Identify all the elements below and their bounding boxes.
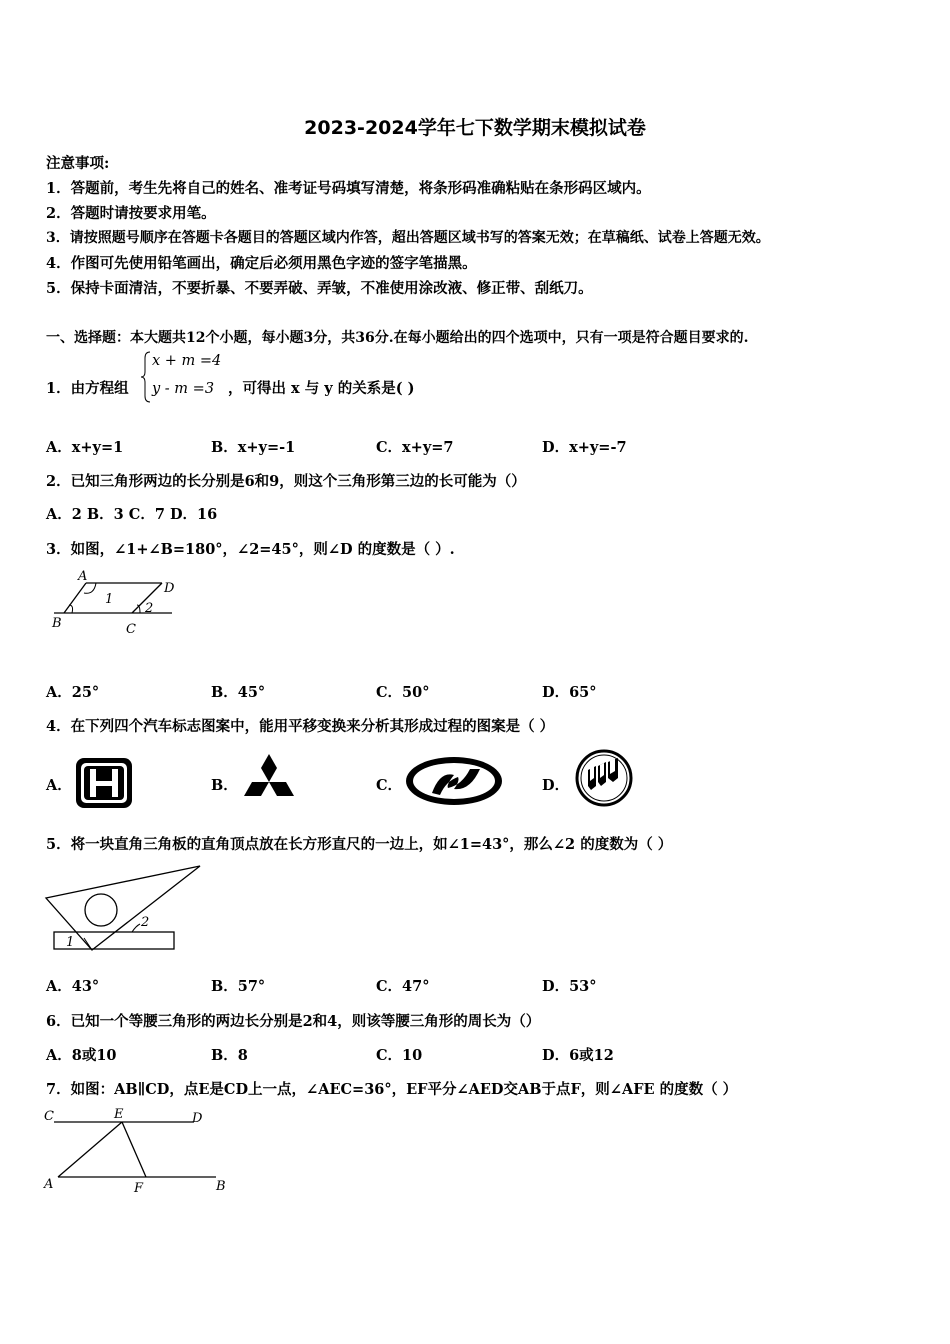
q1-equation-1: x + m =4 [152, 353, 222, 369]
label-b: B [216, 1179, 226, 1194]
q1-option-c: C．x+y=7 [376, 439, 454, 456]
label-b: B [52, 616, 62, 631]
mitsubishi-logo-icon [238, 752, 300, 808]
q3-text: 3．如图，∠1+∠B=180°，∠2=45°，则∠D 的度数是（ ）. [46, 541, 455, 558]
label-d: D [164, 581, 175, 596]
q2-text: 2．已知三角形两边的长分别是6和9，则这个三角形第三边的长可能为（） [46, 473, 526, 490]
notice-item: 4．作图可先使用铅笔画出，确定后必须用黑色字迹的签字笔描黑。 [46, 255, 477, 272]
q4-option-a: A． [46, 777, 72, 794]
section-heading: 一、选择题：本大题共12个小题，每小题3分，共36分.在每小题给出的四个选项中，只有一项是符合题目要求的. [46, 330, 749, 346]
q3-option-c: C．50° [376, 684, 430, 701]
q1-option-b: B．x+y=-1 [211, 439, 296, 456]
notice-item: 1．答题前，考生先将自己的姓名、准考证号码填写清楚，将条形码准确粘贴在条形码区域内。 [46, 180, 651, 197]
buick-logo-icon [574, 748, 634, 808]
notice-item: 3．请按照题号顺序在答题卡各题目的答题区域内作答，超出答题区域书写的答案无效；在草稿纸、试卷上答题无效。 [46, 230, 770, 246]
notice-item: 5．保持卡面清洁，不要折暴、不要弄破、弄皱，不准使用涂改液、修正带、刮纸刀。 [46, 280, 593, 297]
notice-item: 2．答题时请按要求用笔。 [46, 205, 216, 222]
label-a: A [78, 569, 88, 584]
q5-text: 5．将一块直角三角板的直角顶点放在长方形直尺的一边上，如∠1=43°，那么∠2 的度数为（ ） [46, 836, 673, 853]
q2-options: A．2 B．3 C．7 D．16 [46, 506, 218, 523]
q5-option-d: D．53° [542, 978, 597, 995]
q6-option-a: A．8或10 [46, 1047, 117, 1064]
q4-option-d: D． [542, 777, 570, 794]
label-angle-2: 2 [141, 915, 150, 930]
label-f: F [134, 1181, 144, 1194]
honda-logo-icon [74, 756, 134, 810]
label-e: E [114, 1107, 124, 1122]
q7-figure [42, 1104, 234, 1194]
q6-option-c: C．10 [376, 1047, 423, 1064]
q4-option-c: C． [376, 777, 403, 794]
label-angle-1: 1 [105, 592, 114, 607]
q5-option-b: B．57° [211, 978, 266, 995]
q3-option-a: A．25° [46, 684, 100, 701]
q3-option-b: B．45° [211, 684, 266, 701]
q6-option-b: B．8 [211, 1047, 248, 1064]
q1-option-d: D．x+y=-7 [542, 439, 627, 456]
q3-option-d: D．65° [542, 684, 597, 701]
q6-text: 6．已知一个等腰三角形的两边长分别是2和4，则该等腰三角形的周长为（） [46, 1013, 541, 1030]
label-c: C [44, 1109, 54, 1124]
q1-option-a: A．x+y=1 [46, 439, 124, 456]
q4-option-b: B． [211, 777, 238, 794]
q5-option-c: C．47° [376, 978, 430, 995]
q1-suffix: ，可得出 x 与 y 的关系是( ) [228, 380, 415, 397]
q3-figure [48, 565, 188, 637]
label-d: D [192, 1111, 203, 1126]
q6-option-d: D．6或12 [542, 1047, 614, 1064]
label-angle-1: 1 [66, 935, 75, 950]
hyundai-logo-icon [404, 755, 504, 807]
q5-option-a: A．43° [46, 978, 100, 995]
q1-prefix: 1．由方程组 [46, 380, 129, 397]
notice-heading: 注意事项: [46, 155, 110, 172]
q5-figure [44, 862, 208, 954]
page-title: 2023-2024学年七下数学期末模拟试卷 [304, 117, 646, 139]
q7-text: 7．如图：AB∥CD，点E是CD上一点，∠AEC=36°，EF平分∠AED交AB于点F，则∠AFE 的度数（ ） [46, 1081, 738, 1098]
q1-equation-2: y - m =3 [152, 381, 215, 397]
label-angle-2: 2 [145, 601, 154, 616]
label-a: A [44, 1177, 54, 1192]
label-c: C [126, 622, 136, 637]
q4-text: 4．在下列四个汽车标志图案中，能用平移变换来分析其形成过程的图案是（ ） [46, 718, 555, 735]
